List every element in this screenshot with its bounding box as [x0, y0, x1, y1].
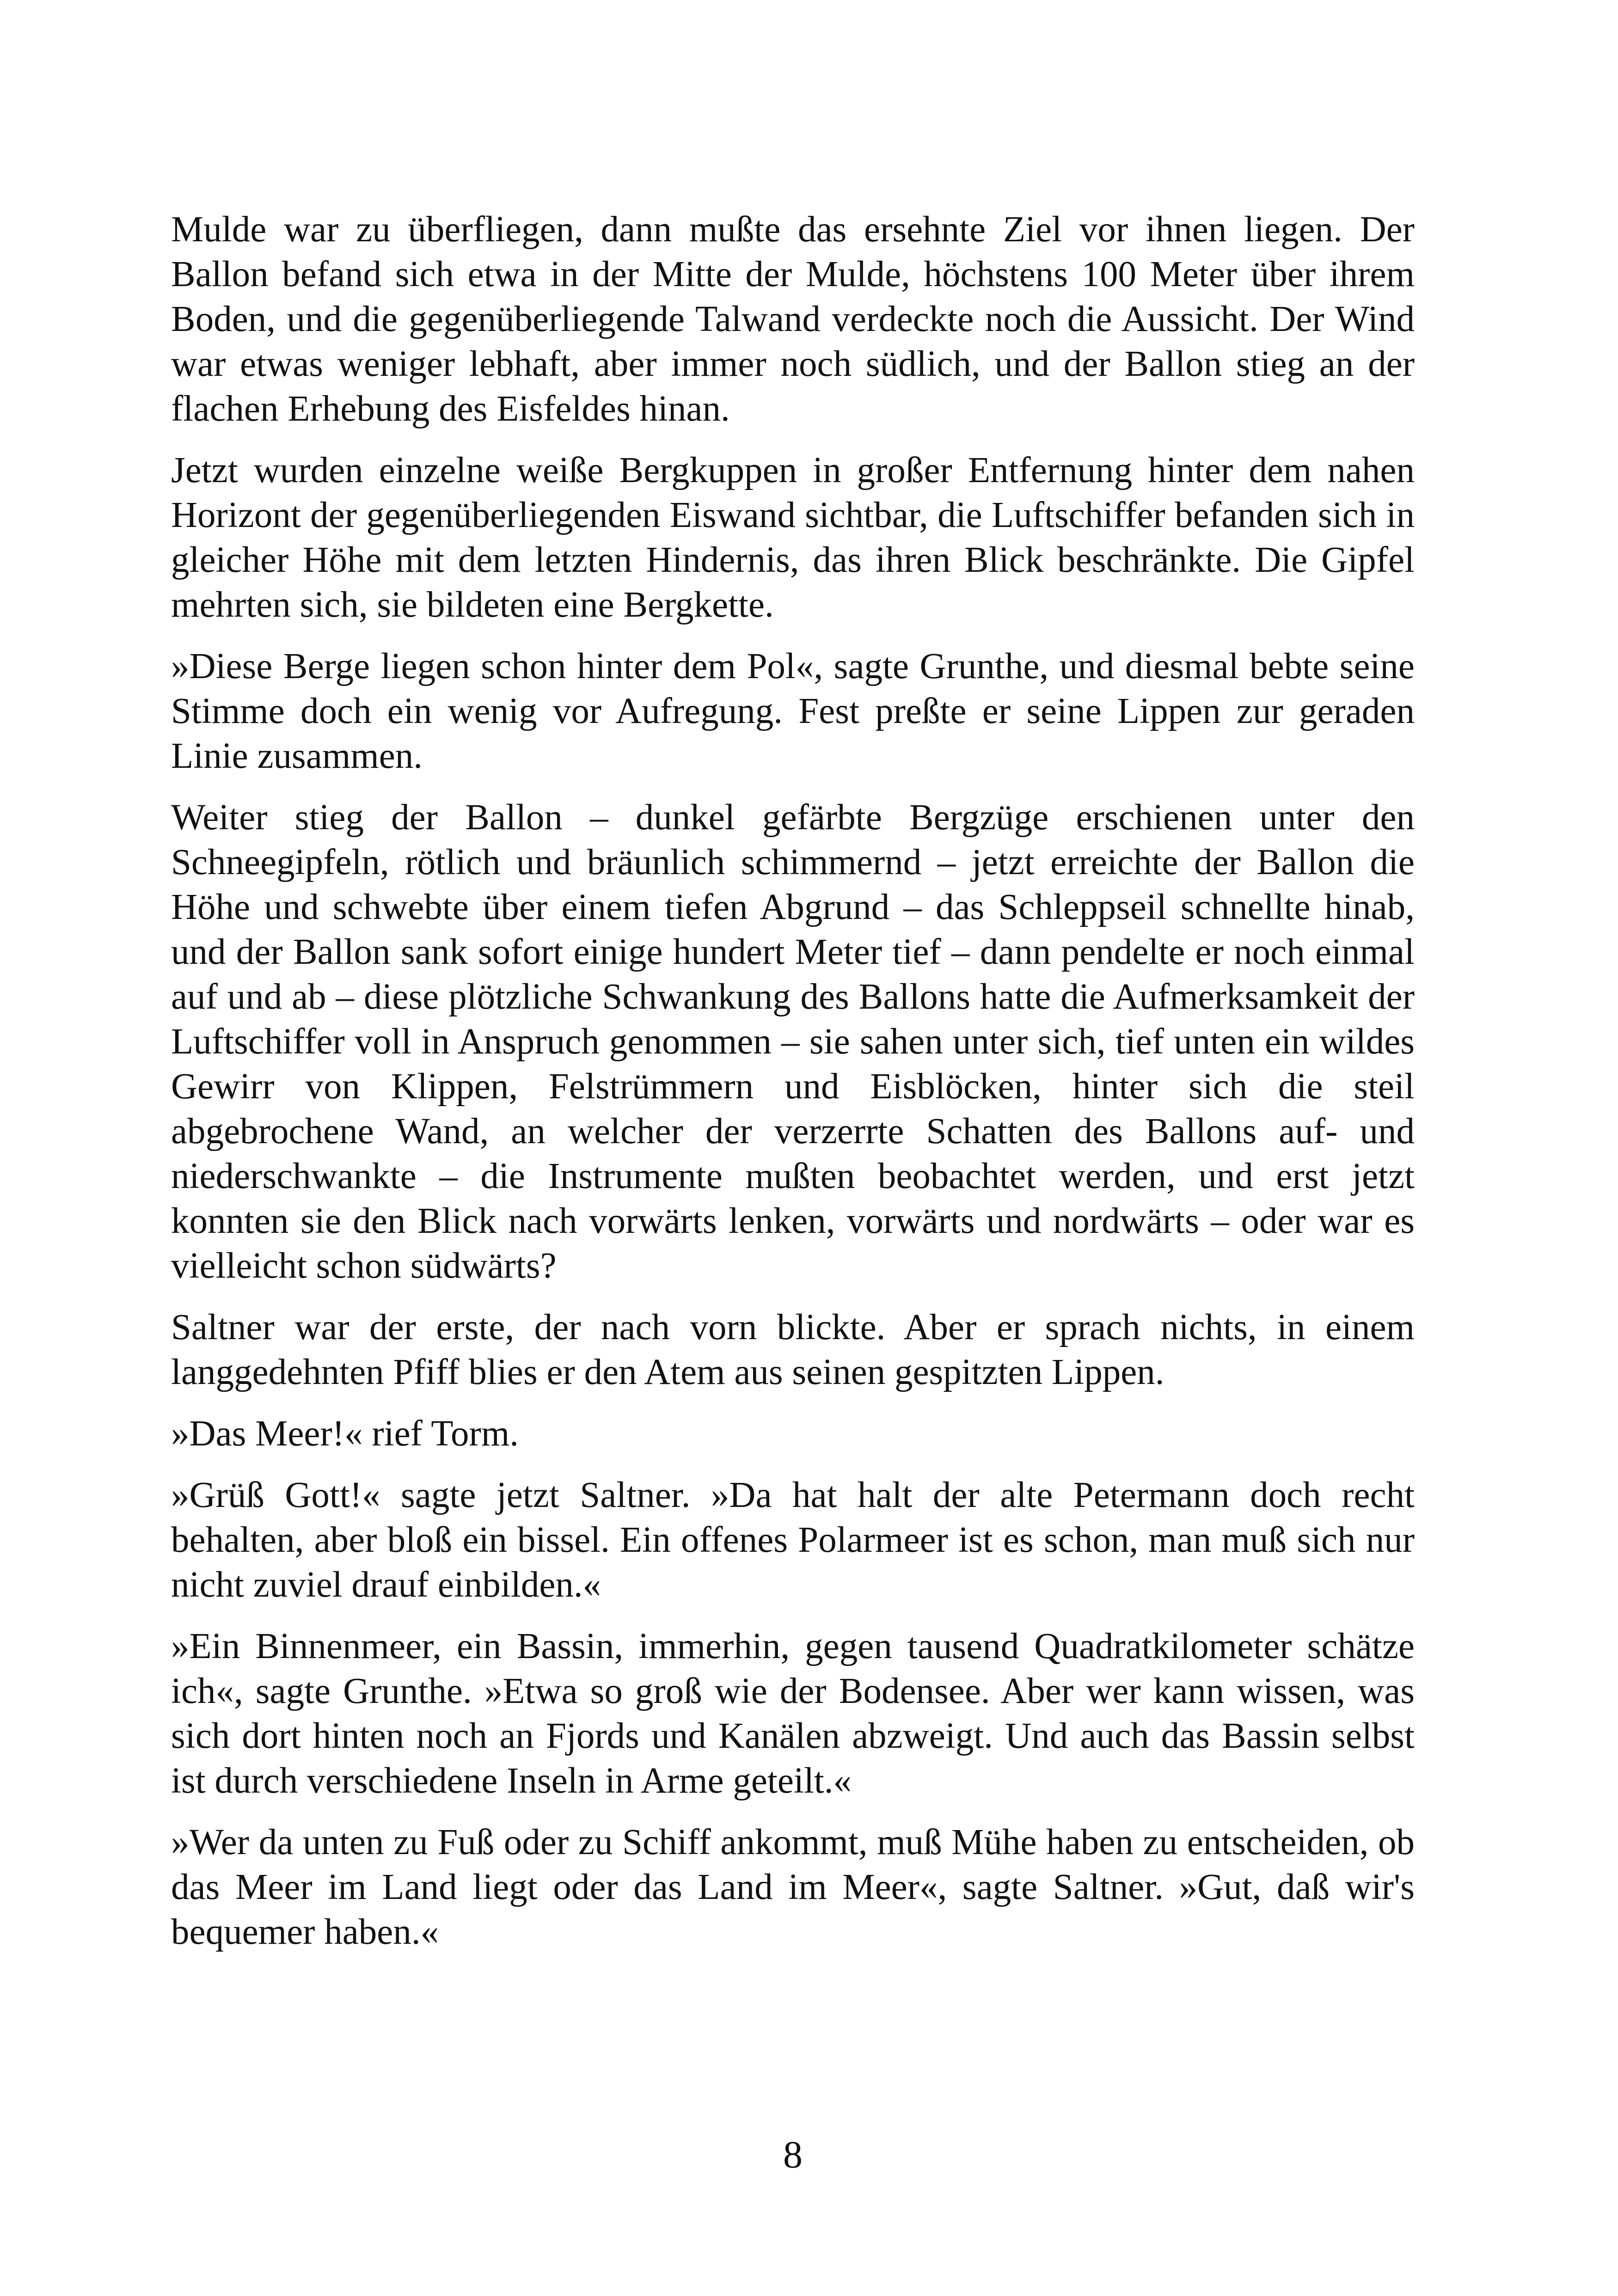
paragraph-3: »Diese Berge liegen schon hinter dem Pol«, sagte Grunthe, und diesmal bebte seine Stimme doch ein wenig vor Aufregung. Fest preßte er seine Lippen zur geraden Linie zusammen. [171, 646, 1415, 776]
paragraph-9: »Wer da unten zu Fuß oder zu Schiff ankommt, muß Mühe haben zu entscheiden, ob das Meer im Land liegt oder das Land im Meer«, sagte Saltner. »Gut, daß wir's bequemer haben.« [171, 1822, 1415, 1952]
paragraph-7: »Grüß Gott!« sagte jetzt Saltner. »Da hat halt der alte Petermann doch recht behalten, aber bloß ein bissel. Ein offenes Polarmeer ist es schon, man muß sich nur nicht zuviel drauf einbilden.« [171, 1475, 1415, 1605]
page-number: 8 [783, 2133, 803, 2176]
paragraph-2: Jetzt wurden einzelne weiße Bergkuppen in großer Entfernung hinter dem nahen Horizont der gegenüberliegenden Eiswand sichtbar, die Luftschiffer befanden sich in gleicher Höhe mit dem letzten Hindernis, das ihren Blick beschränkte. Die Gipfel mehrten sich, sie bildeten eine Bergkette. [171, 450, 1415, 625]
paragraph-1: Mulde war zu überfliegen, dann mußte das ersehnte Ziel vor ihnen liegen. Der Ballon befand sich etwa in der Mitte der Mulde, höchstens 100 Meter über ihrem Boden, und die gegenüberliegende Talwand verdeckte noch die Aussicht. Der Wind war etwas weniger lebhaft, aber immer noch südlich, und der Ballon stieg an der flachen Erhebung des Eisfeldes hinan. [171, 209, 1415, 429]
paragraph-6: »Das Meer!« rief Torm. [171, 1414, 519, 1454]
paragraph-4: Weiter stieg der Ballon – dunkel gefärbte Bergzüge erschienen unter den Schneegipfeln, rötlich und bräunlich schimmernd – jetzt erreichte der Ballon die Höhe und schwebte über einem tiefen Abgrund – das Schleppseil schnellte hinab, und der Ballon sank sofort einige hundert Meter tief – dann pendelte er noch einmal auf und ab – diese plötzliche Schwankung des Ballons hatte die Aufmerksamkeit der Luftschiffer voll in Anspruch genommen – sie sahen unter sich, tief unten ein wildes Gewirr von Klippen, Felstrümmern und Eisblöcken, hinter sich die steil abgebrochene Wand, an welcher der verzerrte Schatten des Ballons auf- und niederschwankte – die Instrumente mußten beobachtet werden, und erst jetzt konnten sie den Blick nach vorwärts lenken, vorwärts und nordwärts – oder war es vielleicht schon südwärts? [171, 797, 1415, 1286]
body-text [171, 207, 1415, 1971]
paragraph-8: »Ein Binnenmeer, ein Bassin, immerhin, gegen tausend Quadratkilometer schätze ich«, sagte Grunthe. »Etwa so groß wie der Bodensee. Aber wer kann wissen, was sich dort hinten noch an Fjords und Kanälen abzweigt. Und auch das Bassin selbst ist durch verschiedene Inseln in Arme geteilt.« [171, 1626, 1415, 1801]
paragraph-5: Saltner war der erste, der nach vorn blickte. Aber er sprach nichts, in einem langgedehnten Pfiff blies er den Atem aus seinen gespitzten Lippen. [171, 1307, 1415, 1392]
